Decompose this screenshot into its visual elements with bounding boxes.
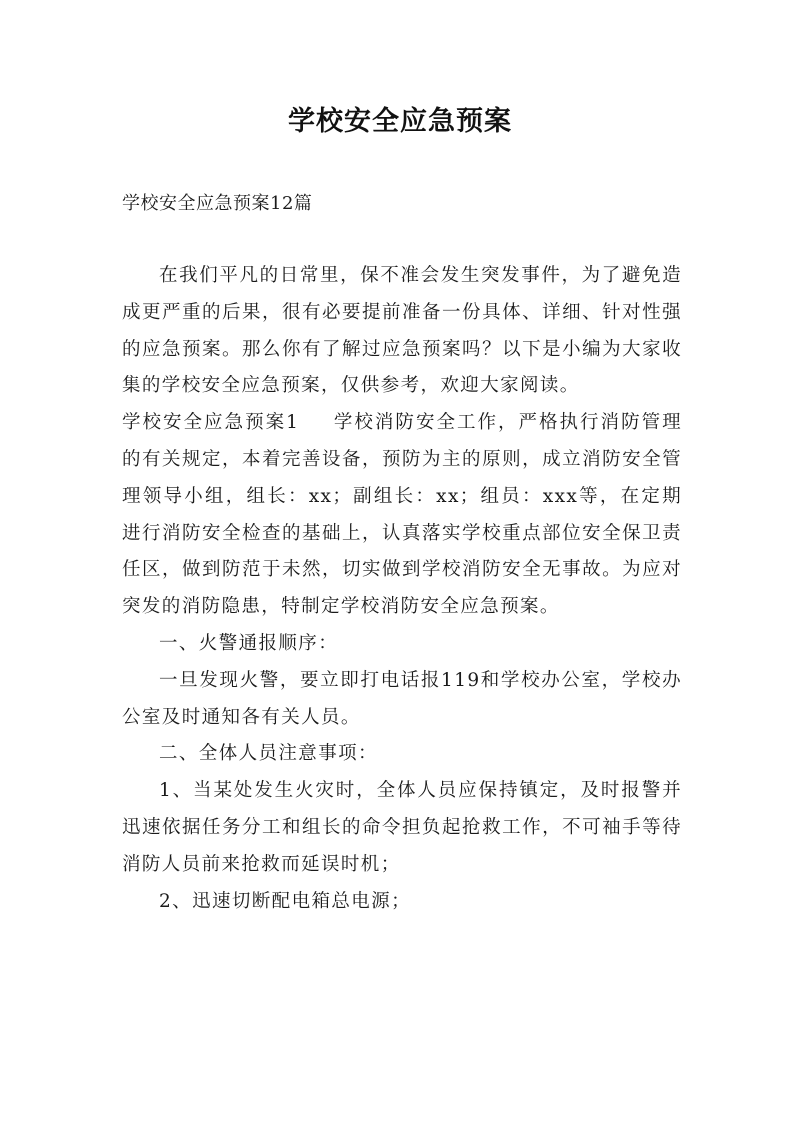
document-title: 学校安全应急预案	[288, 106, 512, 137]
intro-paragraph: 在我们平凡的日常里，保不准会发生突发事件，为了避免造成更严重的后果，很有必要提前准备一份具体、详细、针对性强的应急预案。那么你有了解过应急预案吗？以下是小编为大家收集的学校安全应急预案，仅供参考，欢迎大家阅读。	[122, 265, 682, 397]
section-1-heading: 学校安全应急预案1	[122, 412, 300, 434]
attention-heading: 二、全体人员注意事项：	[159, 743, 378, 765]
fire-report-text: 一旦发现火警，要立即打电话报119和学校办公室，学校办公室及时通知各有关人员。	[122, 669, 682, 728]
section-1-lead: 学校消防安全工作，严格执行消防管理的有关规定，本着完善设备，预防为主的原则，成立消防安全管理领导小组，组长：xx；副组长：xx；组员：xxx等，在定期进行消防安全检查的基础上，认真落实学校重点部位安全保卫责任区，做到防范于未然，切实做到学校消防安全无事故。为应对突发的消防隐患，特制定学校消防安全应急预案。	[122, 412, 682, 618]
section-1-paragraph	[122, 405, 682, 626]
attention-item-2: 2、迅速切断配电箱总电源；	[159, 890, 411, 912]
attention-item-1: 1、当某处发生火灾时，全体人员应保持镇定，及时报警并迅速依据任务分工和组长的命令担负起抢救工作，不可袖手等待消防人员前来抢救而延误时机；	[122, 780, 682, 875]
fire-report-heading: 一、火警通报顺序：	[159, 632, 339, 654]
document-subtitle: 学校安全应急预案12篇	[122, 193, 313, 214]
document-body	[122, 258, 682, 920]
